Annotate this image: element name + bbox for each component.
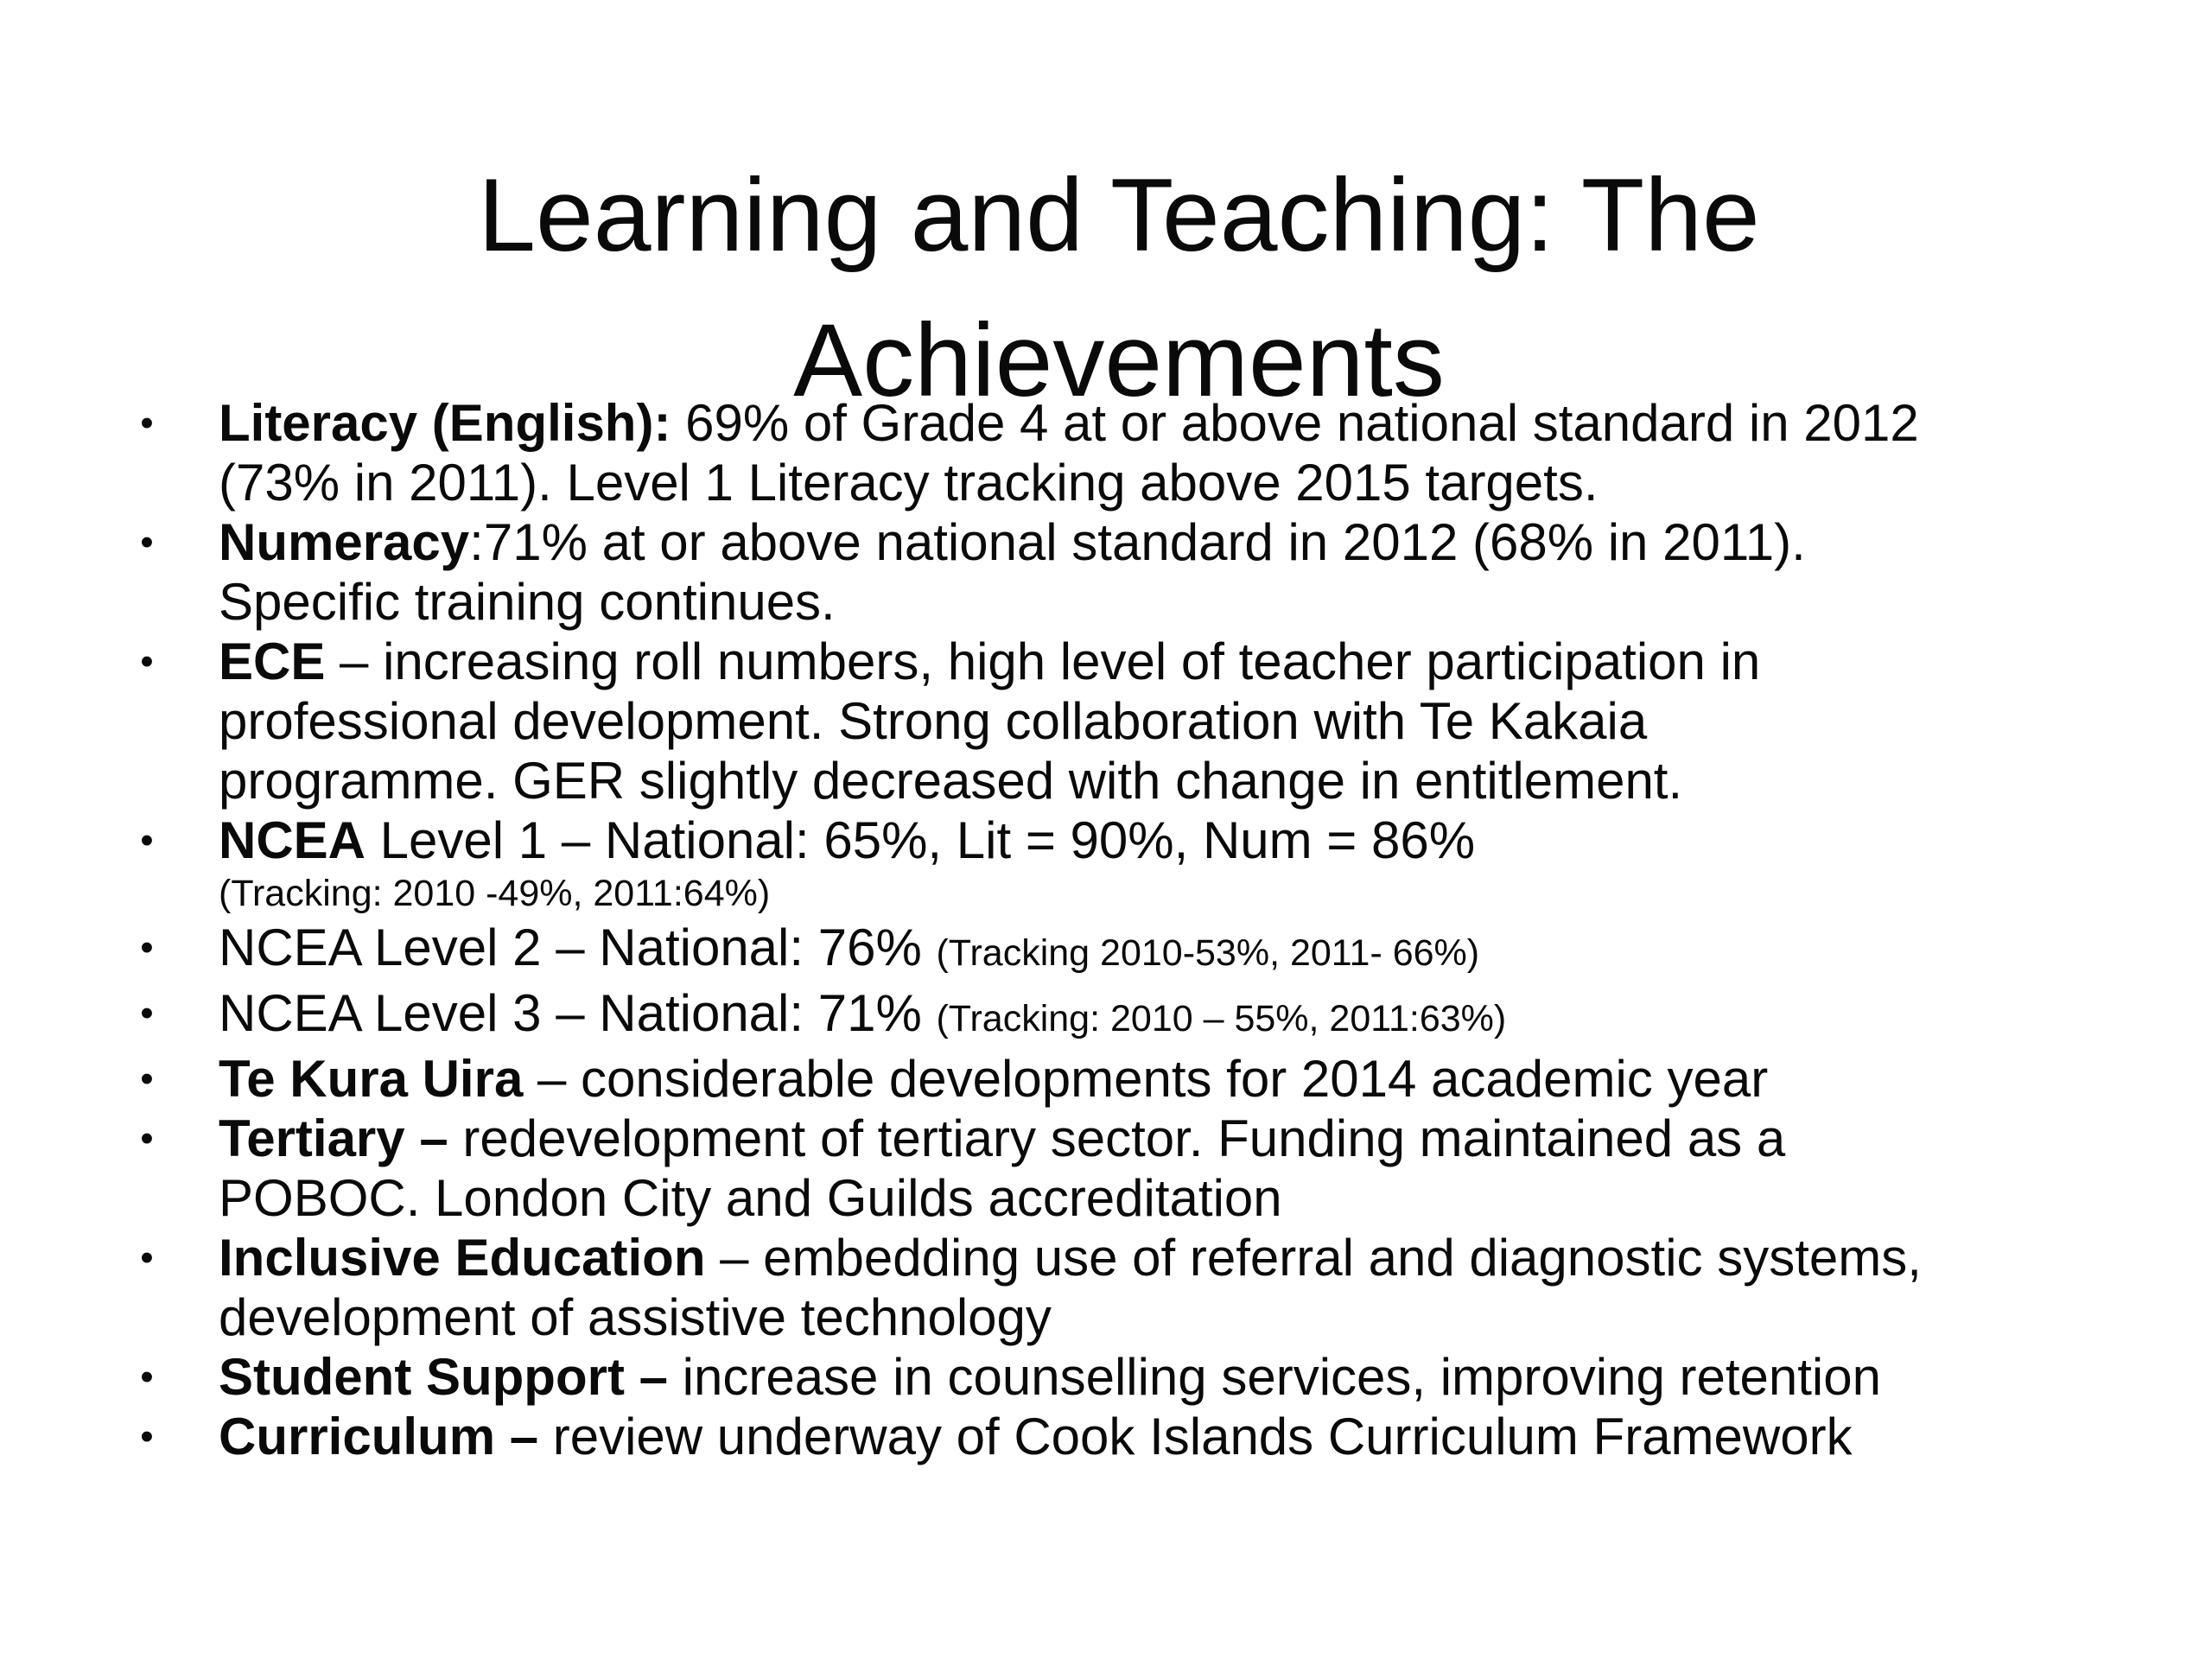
bullet-line [219, 1109, 2100, 1168]
bullet-heading: Te Kura Uira [219, 1050, 524, 1108]
bullet-text: :71% at or above national standard in 2012 (68% in 2011). [469, 513, 1806, 571]
bullet-line [219, 512, 2100, 572]
bullet-text: professional development. Strong collaboration with Te Kakaia [219, 692, 1648, 750]
bullet-dot: • [140, 521, 154, 563]
bullet-line [219, 983, 2100, 1049]
bullet-line [219, 1228, 2100, 1287]
bullet-list [130, 393, 2100, 1466]
slide-title-line-2: Achievements [793, 302, 1445, 419]
bullet-line [219, 393, 2100, 453]
bullet-dot: • [140, 1236, 154, 1279]
bullet-dot: • [140, 1117, 154, 1160]
bullet-text: POBOC. London City and Guilds accreditation [219, 1169, 1282, 1227]
bullet-text: NCEA Level 3 – National: 71% [219, 984, 937, 1042]
bullet-dot: • [140, 819, 154, 861]
bullet-ece [130, 632, 2100, 810]
bullet-heading: Tertiary – [219, 1109, 448, 1167]
bullet-dot: • [140, 640, 154, 683]
bullet-text: increase in counselling services, improving retention [667, 1348, 1881, 1406]
bullet-heading: Inclusive Education [219, 1229, 706, 1287]
slide-title-line-1: Learning and Teaching: The [478, 157, 1760, 274]
bullet-line [219, 1347, 2100, 1407]
bullet-tracking-note: (Tracking: 2010 – 55%, 2011:63%) [936, 998, 1507, 1039]
bullet-line [219, 1407, 2100, 1466]
bullet-text: NCEA Level 2 – National: 76% [219, 918, 937, 976]
bullet-dot: • [140, 926, 154, 969]
bullet-ncea-level-1 [130, 810, 2100, 918]
bullet-curriculum [130, 1407, 2100, 1466]
bullet-line [219, 810, 2100, 870]
bullet-dot: • [140, 1058, 154, 1100]
bullet-text: – considerable developments for 2014 academic year [523, 1050, 1769, 1108]
bullet-literacy [130, 393, 2100, 512]
bullet-tertiary [130, 1109, 2100, 1228]
bullet-dot: • [140, 1415, 154, 1458]
bullet-text: (73% in 2011). Level 1 Literacy tracking above 2015 targets. [219, 454, 1599, 512]
bullet-text: programme. GER slightly decreased with change in entitlement. [219, 752, 1683, 810]
bullet-te-kura-uira [130, 1049, 2100, 1109]
bullet-text: Level 1 – National: 65%, Lit = 90%, Num = 86% [365, 811, 1476, 869]
bullet-tracking-note: (Tracking: 2010 -49%, 2011:64%) [219, 873, 771, 914]
bullet-heading: Student Support – [219, 1348, 668, 1406]
bullet-text: – embedding use of referral and diagnostic systems, [705, 1229, 1922, 1287]
bullet-inclusive-education [130, 1228, 2100, 1347]
bullet-ncea-level-2 [130, 918, 2100, 983]
bullet-text: – increasing roll numbers, high level of teacher participation in [325, 632, 1761, 690]
bullet-line [219, 632, 2100, 691]
bullet-dot: • [140, 992, 154, 1034]
bullet-text: 69% of Grade 4 at or above national standard in 2012 [671, 394, 1919, 452]
bullet-line [219, 1049, 2100, 1109]
bullet-student-support [130, 1347, 2100, 1407]
bullet-line [219, 918, 2100, 983]
bullet-text: Specific training continues. [219, 573, 836, 631]
bullet-heading: Curriculum – [219, 1408, 539, 1465]
bullet-tracking-note: (Tracking 2010-53%, 2011- 66%) [936, 932, 1480, 974]
bullet-dot: • [140, 402, 154, 444]
bullet-heading: NCEA [219, 811, 366, 869]
bullet-dot: • [140, 1356, 154, 1398]
slide-title [225, 143, 2013, 433]
bullet-heading: Numeracy [219, 513, 470, 571]
bullet-text: review underway of Cook Islands Curriculum Framework [538, 1408, 1853, 1465]
bullet-heading: Literacy (English): [219, 394, 671, 452]
bullet-heading: ECE [219, 632, 326, 690]
bullet-text: development of assistive technology [219, 1288, 1052, 1346]
bullet-text: redevelopment of tertiary sector. Funding maintained as a [448, 1109, 1786, 1167]
bullet-numeracy [130, 512, 2100, 632]
bullet-ncea-level-3 [130, 983, 2100, 1049]
